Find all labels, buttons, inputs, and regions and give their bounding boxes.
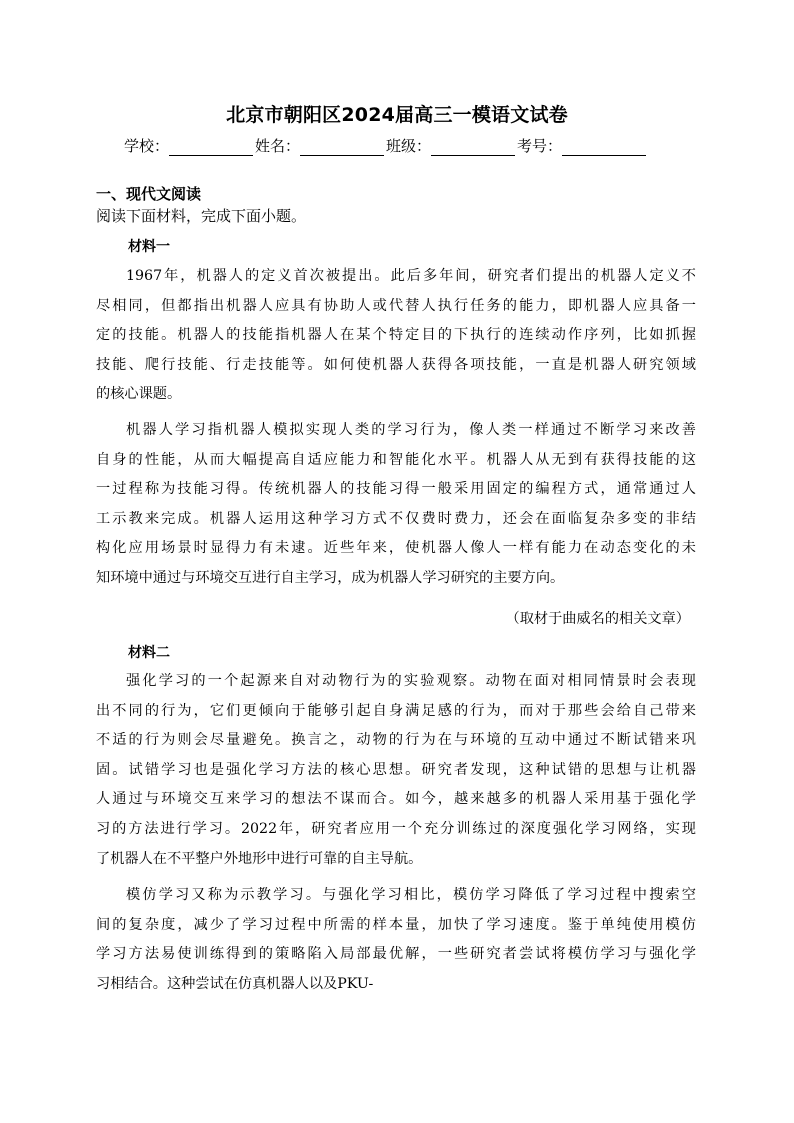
material-two-heading: 材料二 bbox=[128, 645, 170, 661]
paragraph-line: 技能、爬行技能、行走技能等。如何使机器人获得各项技能，一直是机器人研究领域 bbox=[96, 356, 696, 373]
paragraph-line: 1967年，机器人的定义首次被提出。此后多年间，研究者们提出的机器人定义不 bbox=[126, 268, 696, 284]
page-title: 北京市朝阳区2024届高三一模语文试卷 bbox=[226, 104, 568, 126]
section-heading: 一、现代文阅读 bbox=[96, 185, 202, 203]
paragraph-line: 间的复杂度，减少了学习过程中所需的样本量，加快了学习速度。鉴于单纯使用模仿 bbox=[96, 916, 696, 933]
name-blank bbox=[300, 139, 384, 156]
material-one-paragraph-two bbox=[96, 416, 696, 594]
paragraph-line: 尽相同，但都指出机器人应具有协助人或代替人执行任务的能力，即机器人应具备一 bbox=[96, 297, 696, 314]
reading-instruction: 阅读下面材料，完成下面小题。 bbox=[96, 207, 307, 225]
paragraph-line: 习相结合。这种尝试在仿真机器人以及PKU- bbox=[96, 975, 374, 992]
paragraph-line: 机器人学习指机器人模拟实现人类的学习行为，像人类一样通过不断学习来改善 bbox=[126, 422, 696, 438]
paragraph-line: 强化学习的一个起源来自对动物行为的实验观察。动物在面对相同情景时会表现 bbox=[126, 673, 696, 689]
class-label: 班级： bbox=[386, 137, 432, 155]
material-two-paragraph-two bbox=[96, 881, 696, 999]
paragraph-line: 出不同的行为，它们更倾向于能够引起自身满足感的行为，而对于那些会给自己带来 bbox=[96, 702, 696, 719]
paragraph-line: 定的技能。机器人的技能指机器人在某个特定目的下执行的连续动作序列，比如抓握 bbox=[96, 327, 696, 344]
exam-number-label: 考号： bbox=[517, 137, 563, 155]
school-blank bbox=[169, 139, 253, 156]
material-one-source: （取材于曲威名的相关文章） bbox=[505, 611, 690, 627]
school-label: 学校： bbox=[124, 137, 170, 155]
student-info-row bbox=[124, 135, 648, 156]
paragraph-line: 自身的性能，从而大幅提高自适应能力和智能化水平。机器人从无到有获得技能的这 bbox=[96, 451, 696, 468]
name-label: 姓名： bbox=[255, 137, 301, 155]
paragraph-line: 的核心课题。 bbox=[96, 386, 182, 403]
paragraph-line: 模仿学习又称为示教学习。与强化学习相比，模仿学习降低了学习过程中搜索空 bbox=[126, 887, 696, 903]
paragraph-line: 知环境中通过与环境交互进行自主学习，成为机器人学习研究的主要方向。 bbox=[96, 569, 565, 586]
paragraph-line: 学习方法易使训练得到的策略陷入局部最优解，一些研究者尝试将模仿学习与强化学 bbox=[96, 946, 696, 963]
paragraph-line: 人通过与环境交互来学习的想法不谋而合。如今，越来越多的机器人采用基于强化学 bbox=[96, 791, 696, 808]
paragraph-line: 工示教来完成。机器人运用这种学习方式不仅费时费力，还会在面临复杂多变的非结 bbox=[96, 510, 696, 527]
paragraph-line: 构化应用场景时显得力有未逮。近些年来，使机器人像人一样有能力在动态变化的未 bbox=[96, 540, 696, 557]
material-two-paragraph-one bbox=[96, 667, 696, 874]
paragraph-line: 了机器人在不平整户外地形中进行可靠的自主导航。 bbox=[96, 850, 423, 867]
paragraph-line: 一过程称为技能习得。传统机器人的技能习得一般采用固定的编程方式，通常通过人 bbox=[96, 481, 696, 498]
paragraph-line: 固。试错学习也是强化学习方法的核心思想。研究者发现，这种试错的思想与让机器 bbox=[96, 761, 696, 778]
paragraph-line: 习的方法进行学习。2022年，研究者应用一个充分训练过的深度强化学习网络，实现 bbox=[96, 820, 696, 837]
class-blank bbox=[431, 139, 515, 156]
material-one-heading: 材料一 bbox=[128, 239, 170, 255]
paragraph-line: 不适的行为则会尽量避免。换言之，动物的行为在与环境的互动中通过不断试错来巩 bbox=[96, 732, 696, 749]
exam-number-blank bbox=[562, 139, 646, 156]
material-one-paragraph-one bbox=[96, 262, 696, 410]
